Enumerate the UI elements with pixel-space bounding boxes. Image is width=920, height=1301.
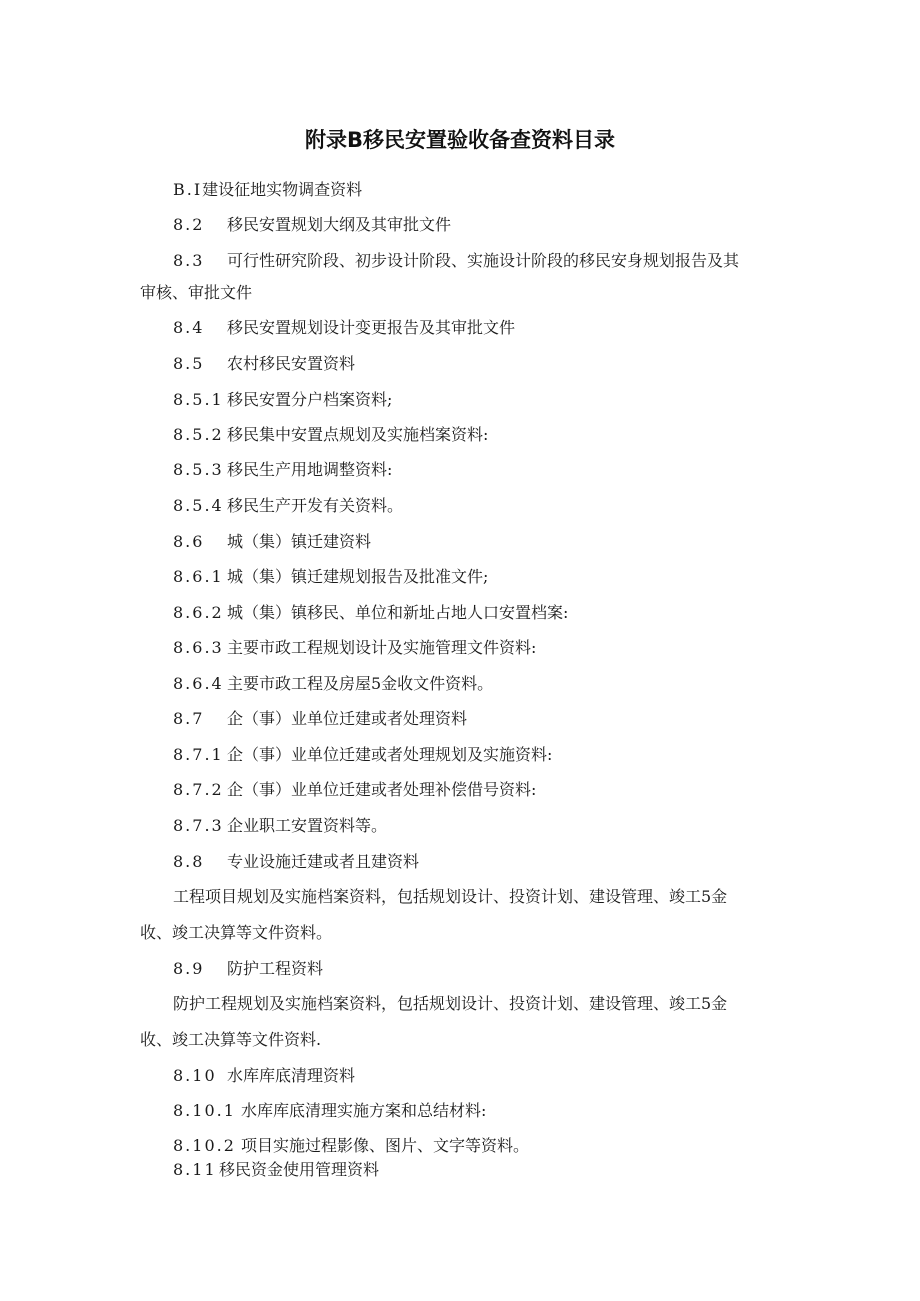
entry-number: 8.5.3 — [173, 460, 224, 479]
toc-entry-8-6-2 — [173, 603, 568, 623]
entry-text: 移民生产用地调整资料: — [227, 460, 393, 479]
toc-entry-8-7-2 — [173, 780, 536, 800]
toc-entry-8-5-2 — [173, 425, 488, 445]
toc-entry-8-6-4 — [173, 674, 493, 694]
toc-entry-8-7-1 — [173, 745, 552, 765]
toc-entry-8-10 — [173, 1066, 355, 1086]
entry-number: 8.5 — [173, 354, 205, 373]
entry-text: 移民安置分户档案资料; — [227, 390, 393, 409]
toc-entry-8-10-1 — [173, 1101, 486, 1121]
toc-entry-8-2 — [173, 215, 451, 235]
entry-number: 8.3 — [173, 251, 205, 270]
toc-paragraph-8-9 — [173, 994, 727, 1014]
toc-entry-8-4 — [173, 318, 515, 338]
entry-number: 8.7.1 — [173, 745, 224, 764]
entry-text: 企（事）业单位迁建或者处理规划及实施资料: — [227, 745, 553, 764]
entry-number: 8.7.3 — [173, 816, 224, 835]
entry-text: 企业职工安置资料等。 — [227, 816, 388, 835]
entry-number: 8.8 — [173, 852, 205, 871]
entry-number: 8.6.2 — [173, 603, 224, 622]
toc-paragraph-8-8-continued — [140, 923, 332, 943]
entry-text: 水库库底清理资料 — [227, 1066, 356, 1085]
toc-entry-8-6-3 — [173, 638, 536, 658]
entry-text: 收、竣工决算等文件资料。 — [140, 923, 333, 942]
entry-text: 主要市政工程及房屋5金收文件资料。 — [227, 674, 494, 693]
entry-text: 可行性研究阶段、初步设计阶段、实施设计阶段的移民安身规划报告及其 — [227, 251, 740, 270]
entry-text: 建设征地实物调查资料 — [202, 180, 363, 199]
toc-entry-8-7-3 — [173, 816, 387, 836]
entry-number: 8.5.2 — [173, 425, 224, 444]
entry-number: 8.6.1 — [173, 567, 224, 586]
entry-text: 城（集）镇移民、单位和新址占地人口安置档案: — [227, 603, 569, 622]
entry-text: 专业设施迁建或者且建资料 — [227, 852, 420, 871]
entry-text: 移民生产开发有关资料。 — [227, 496, 404, 515]
entry-text: 主要市政工程规划设计及实施管理文件资料: — [227, 638, 537, 657]
toc-entry-8-6 — [173, 532, 371, 552]
entry-number: 8.6 — [173, 532, 205, 551]
entry-text: 移民安置规划大纲及其审批文件 — [227, 215, 452, 234]
toc-entry-8-5-1 — [173, 390, 392, 410]
entry-number: 8.9 — [173, 959, 205, 978]
entry-number: 8.11 — [173, 1160, 217, 1179]
entry-number: B.Ⅰ — [173, 180, 203, 199]
entry-number: 8.7.2 — [173, 780, 224, 799]
toc-entry-8-8 — [173, 852, 419, 872]
entry-text: 移民集中安置点规划及实施档案资料: — [227, 425, 489, 444]
entry-number: 8.5.1 — [173, 390, 224, 409]
toc-entry-8-10-2 — [173, 1136, 529, 1156]
entry-text: 移民资金使用管理资料 — [219, 1160, 380, 1179]
entry-text: 城（集）镇迁建资料 — [227, 532, 372, 551]
entry-text: 工程项目规划及实施档案资料，包括规划设计、投资计划、建设管理、竣工5金 — [173, 887, 728, 906]
entry-number: 8.7 — [173, 709, 205, 728]
entry-number: 8.10.1 — [173, 1101, 236, 1120]
toc-entry-8-6-1 — [173, 567, 488, 587]
toc-entry-8-3 — [173, 251, 739, 271]
entry-text: 农村移民安置资料 — [227, 354, 356, 373]
toc-entry-8-11 — [173, 1160, 379, 1180]
entry-text: 移民安置规划设计变更报告及其审批文件 — [227, 318, 516, 337]
toc-entry-8-5-4 — [173, 496, 403, 516]
toc-entry-8-5 — [173, 354, 355, 374]
entry-number: 8.5.4 — [173, 496, 224, 515]
entry-number: 8.6.3 — [173, 638, 224, 657]
entry-text: 水库库底清理实施方案和总结材料: — [241, 1101, 487, 1120]
toc-entry-8-7 — [173, 709, 467, 729]
entry-text: 防护工程资料 — [227, 959, 324, 978]
entry-number: 8.10 — [173, 1066, 217, 1085]
toc-paragraph-8-8 — [173, 887, 727, 907]
entry-text: 城（集）镇迁建规划报告及批准文件; — [227, 567, 489, 586]
entry-number: 8.6.4 — [173, 674, 224, 693]
entry-text: 审核、审批文件 — [140, 283, 253, 302]
entry-text: 收、竣工决算等文件资料. — [140, 1030, 322, 1049]
toc-entry-8-5-3 — [173, 460, 392, 480]
entry-text: 企（事）业单位迁建或者处理补偿借号资料: — [227, 780, 537, 799]
entry-number: 8.10.2 — [173, 1136, 236, 1155]
entry-text: 企（事）业单位迁建或者处理资料 — [227, 709, 468, 728]
toc-entry-8-9 — [173, 959, 323, 979]
entry-text: 防护工程规划及实施档案资料，包括规划设计、投资计划、建设管理、竣工5金 — [173, 994, 728, 1013]
toc-entry-8-3-continued — [140, 283, 252, 303]
toc-entry-b1 — [173, 180, 362, 200]
entry-text: 项目实施过程影像、图片、文字等资料。 — [241, 1136, 530, 1155]
page-title: 附录B移民安置验收备查资料目录 — [304, 128, 615, 152]
entry-number: 8.4 — [173, 318, 205, 337]
toc-paragraph-8-9-continued — [140, 1030, 321, 1050]
entry-number: 8.2 — [173, 215, 205, 234]
